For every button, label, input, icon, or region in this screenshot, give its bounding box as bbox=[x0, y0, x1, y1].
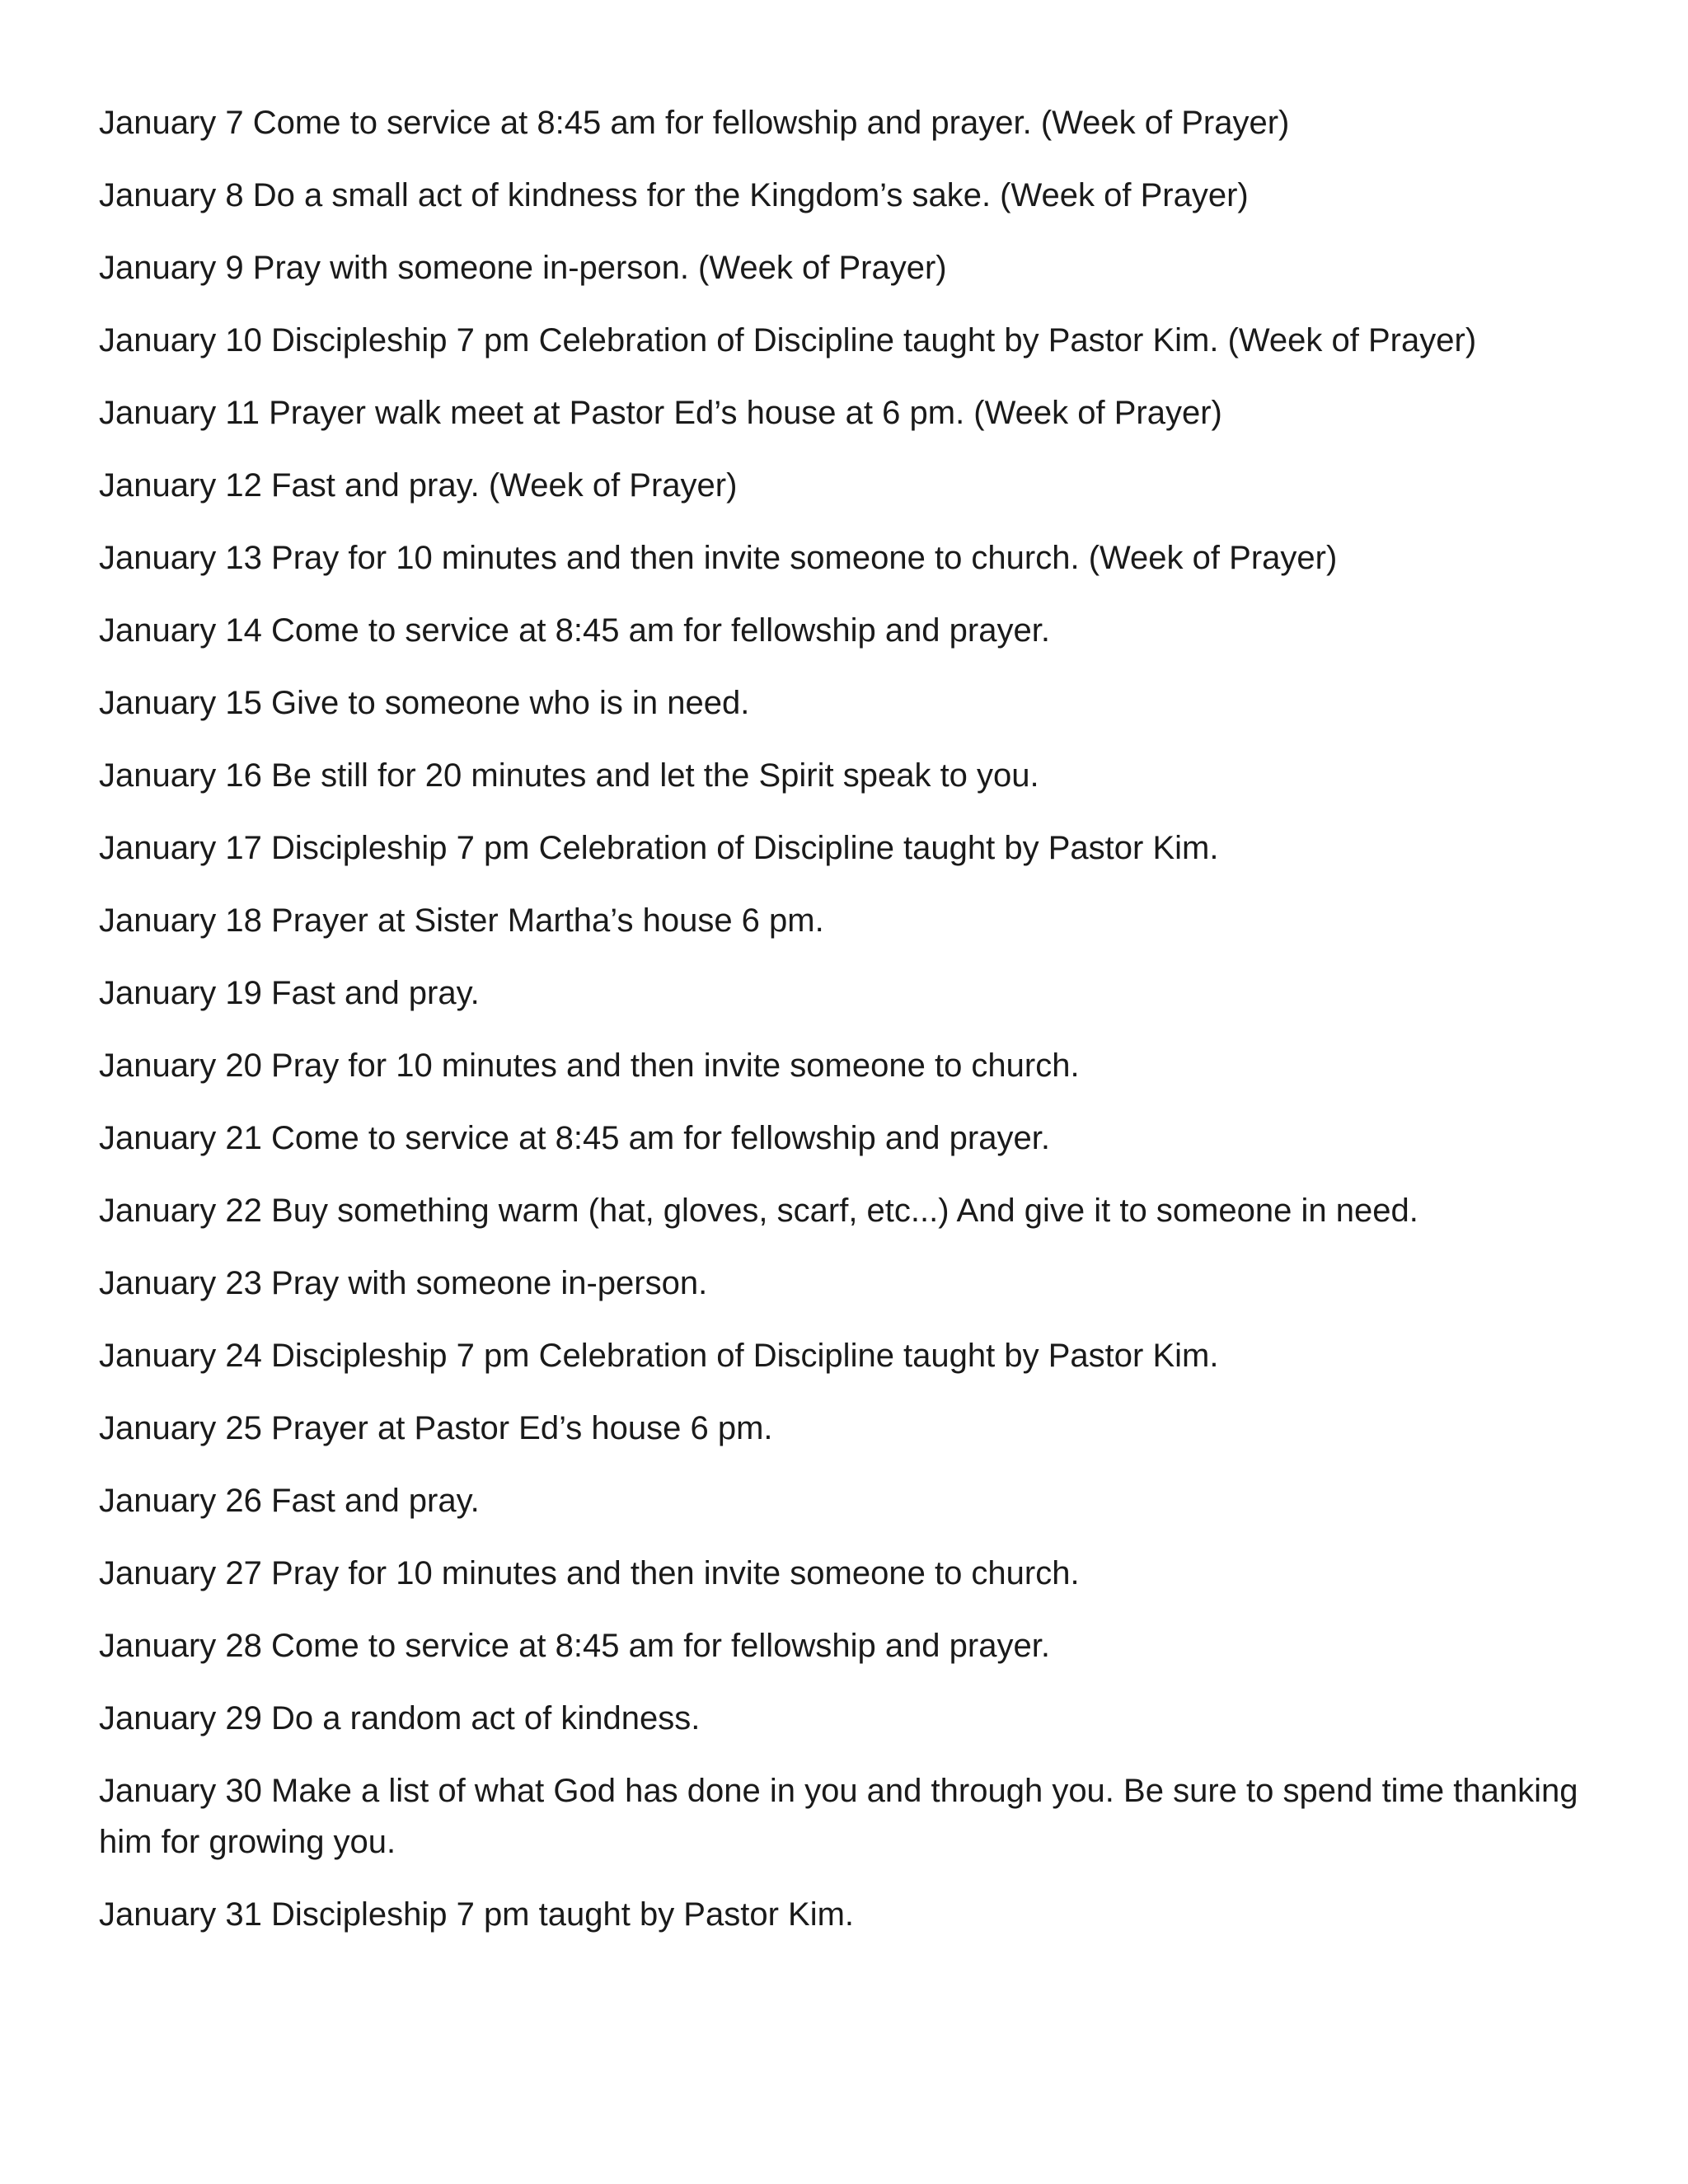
schedule-entry bbox=[99, 1113, 1582, 1164]
entry-date: January 10 bbox=[99, 322, 262, 359]
entry-date: January 13 bbox=[99, 540, 262, 576]
entry-date: January 16 bbox=[99, 757, 262, 794]
entry-text: Come to service at 8:45 am for fellowship and prayer. bbox=[271, 1120, 1050, 1156]
entry-text: Discipleship 7 pm taught by Pastor Kim. bbox=[271, 1896, 855, 1933]
schedule-entry bbox=[99, 1475, 1582, 1526]
schedule-entry bbox=[99, 170, 1582, 221]
schedule-entry bbox=[99, 823, 1582, 874]
entry-text: Prayer at Sister Martha’s house 6 pm. bbox=[271, 902, 824, 939]
entry-text: Discipleship 7 pm Celebration of Discipline taught by Pastor Kim. bbox=[271, 1338, 1219, 1374]
entry-text: Do a random act of kindness. bbox=[271, 1700, 701, 1736]
entry-date: January 17 bbox=[99, 830, 262, 866]
schedule-entry bbox=[99, 1185, 1582, 1236]
entry-date: January 25 bbox=[99, 1410, 262, 1446]
entry-date: January 27 bbox=[99, 1555, 262, 1591]
schedule-entry bbox=[99, 532, 1582, 583]
schedule-entry bbox=[99, 1765, 1582, 1868]
schedule-entry bbox=[99, 242, 1582, 293]
entry-date: January 29 bbox=[99, 1700, 262, 1736]
entry-date: January 31 bbox=[99, 1896, 262, 1933]
entry-text: Come to service at 8:45 am for fellowship and prayer. bbox=[271, 1628, 1050, 1664]
entry-text: Buy something warm (hat, gloves, scarf, etc...) And give it to someone in need. bbox=[271, 1193, 1418, 1229]
entry-date: January 9 bbox=[99, 250, 244, 286]
entry-date: January 19 bbox=[99, 975, 262, 1011]
schedule-entry bbox=[99, 1620, 1582, 1671]
entry-text: Fast and pray. bbox=[271, 975, 480, 1011]
entry-date: January 8 bbox=[99, 177, 244, 213]
schedule-entry bbox=[99, 1040, 1582, 1091]
entry-date: January 28 bbox=[99, 1628, 262, 1664]
schedule-entry bbox=[99, 605, 1582, 656]
entry-text: Pray for 10 minutes and then invite someone to church. bbox=[271, 1047, 1080, 1084]
entry-date: January 30 bbox=[99, 1773, 262, 1809]
entry-text: Fast and pray. (Week of Prayer) bbox=[271, 467, 738, 504]
entry-date: January 24 bbox=[99, 1338, 262, 1374]
schedule-entry bbox=[99, 677, 1582, 729]
entry-text: Prayer at Pastor Ed’s house 6 pm. bbox=[271, 1410, 773, 1446]
schedule-entry bbox=[99, 1403, 1582, 1454]
entry-text: Pray with someone in-person. (Week of Prayer) bbox=[252, 250, 947, 286]
entry-text: Make a list of what God has done in you and through you. Be sure to spend time thanking him for growing you. bbox=[99, 1773, 1578, 1860]
daily-schedule-list bbox=[99, 97, 1582, 1961]
entry-text: Discipleship 7 pm Celebration of Discipline taught by Pastor Kim. (Week of Prayer) bbox=[271, 322, 1477, 359]
entry-text: Discipleship 7 pm Celebration of Discipline taught by Pastor Kim. bbox=[271, 830, 1219, 866]
entry-date: January 21 bbox=[99, 1120, 262, 1156]
schedule-entry bbox=[99, 1693, 1582, 1744]
entry-text: Do a small act of kindness for the Kingdom’s sake. (Week of Prayer) bbox=[252, 177, 1249, 213]
schedule-entry bbox=[99, 387, 1582, 438]
schedule-entry bbox=[99, 315, 1582, 366]
schedule-entry bbox=[99, 460, 1582, 511]
schedule-entry bbox=[99, 1889, 1582, 1940]
entry-date: January 12 bbox=[99, 467, 262, 504]
schedule-entry bbox=[99, 895, 1582, 946]
entry-text: Fast and pray. bbox=[271, 1483, 480, 1519]
schedule-entry bbox=[99, 1548, 1582, 1599]
entry-text: Prayer walk meet at Pastor Ed’s house at 6 pm. (Week of Prayer) bbox=[269, 395, 1222, 431]
schedule-entry bbox=[99, 750, 1582, 801]
entry-text: Pray for 10 minutes and then invite someone to church. (Week of Prayer) bbox=[271, 540, 1338, 576]
entry-date: January 15 bbox=[99, 685, 262, 721]
entry-date: January 26 bbox=[99, 1483, 262, 1519]
entry-date: January 20 bbox=[99, 1047, 262, 1084]
schedule-entry bbox=[99, 1258, 1582, 1309]
schedule-entry bbox=[99, 1330, 1582, 1381]
entry-text: Pray with someone in-person. bbox=[271, 1265, 708, 1301]
entry-text: Come to service at 8:45 am for fellowship and prayer. (Week of Prayer) bbox=[252, 105, 1290, 141]
schedule-entry bbox=[99, 968, 1582, 1019]
entry-date: January 14 bbox=[99, 612, 262, 649]
entry-text: Be still for 20 minutes and let the Spirit speak to you. bbox=[271, 757, 1039, 794]
entry-date: January 18 bbox=[99, 902, 262, 939]
entry-date: January 22 bbox=[99, 1193, 262, 1229]
entry-date: January 7 bbox=[99, 105, 244, 141]
entry-text: Pray for 10 minutes and then invite someone to church. bbox=[271, 1555, 1080, 1591]
schedule-entry bbox=[99, 97, 1582, 148]
entry-date: January 11 bbox=[99, 395, 260, 431]
entry-text: Give to someone who is in need. bbox=[271, 685, 750, 721]
entry-date: January 23 bbox=[99, 1265, 262, 1301]
entry-text: Come to service at 8:45 am for fellowship and prayer. bbox=[271, 612, 1050, 649]
